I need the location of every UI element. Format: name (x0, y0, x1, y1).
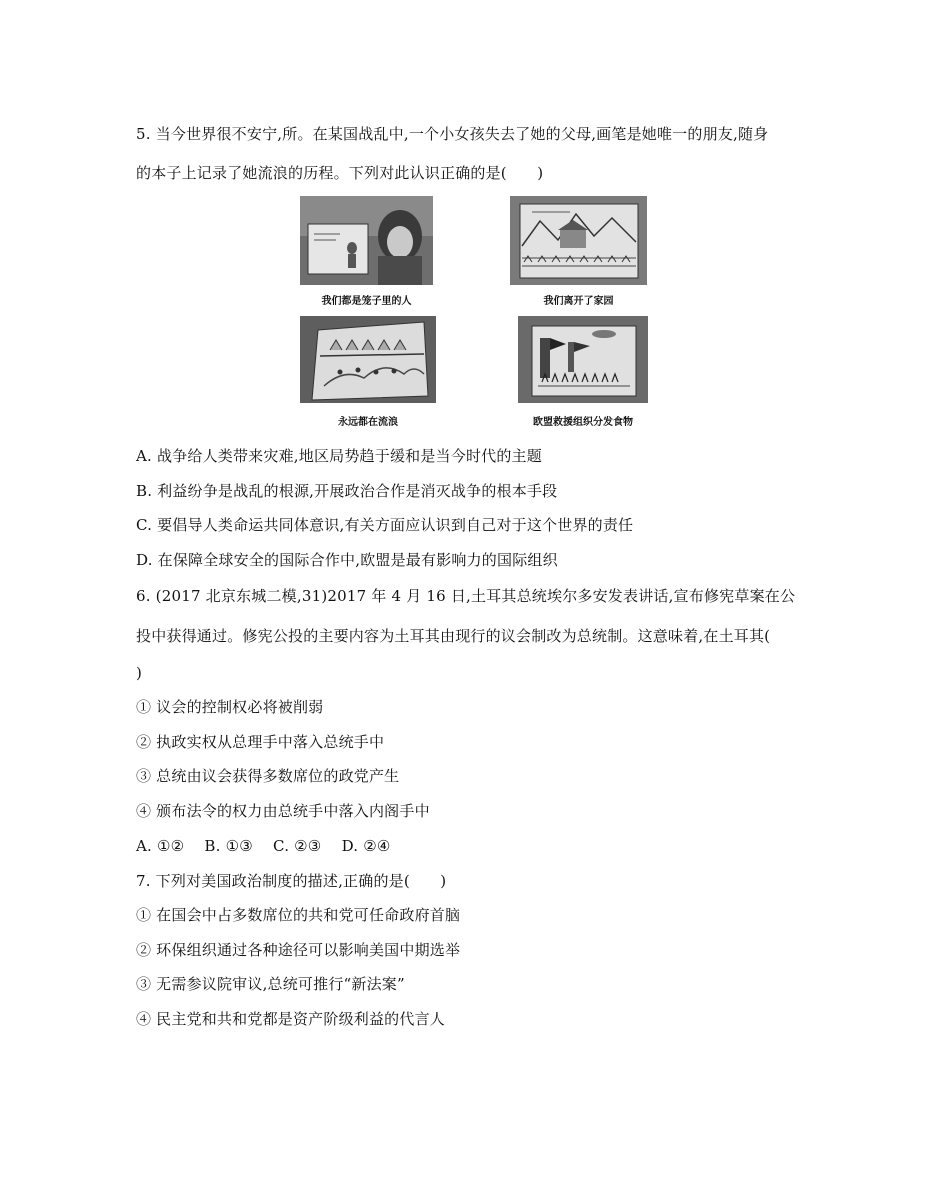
q7-item-2: ② 环保组织通过各种途径可以影响美国中期选举 (136, 941, 461, 959)
q7-item-3: ③ 无需参议院审议,总统可推行“新法案” (136, 975, 405, 993)
q6-item-1: ① 议会的控制权必将被削弱 (136, 698, 324, 716)
q6-item-4: ④ 颁布法令的权力由总统手中落入内阁手中 (136, 802, 430, 820)
q5-option-c: C. 要倡导人类命运共同体意识,有关方面应认识到自己对于这个世界的责任 (136, 516, 634, 534)
q7-stem: 7. 下列对美国政治制度的描述,正确的是( ) (136, 872, 447, 890)
q6-stem-line1: 6. (2017 北京东城二模,31)2017 年 4 月 16 日,土耳其总统埃尔多安发表讲话,宣布修宪草案在公 (136, 587, 796, 605)
q5-stem-line1: 5. 当今世界很不安宁,所。在某国战乱中,一个小女孩失去了她的父母,画笔是她唯一的朋友,随身 (136, 125, 769, 143)
q7-item-4: ④ 民主党和共和党都是资产阶级利益的代言人 (136, 1010, 445, 1028)
drawing-photo-cage (300, 196, 433, 285)
figure-caption: 欧盟救援组织分发食物 (533, 417, 633, 428)
figure-caption: 永远都在流浪 (338, 417, 398, 428)
drawing-photo-home (510, 196, 647, 285)
q6-item-2: ② 执政实权从总理手中落入总统手中 (136, 733, 385, 751)
q5-stem-line2: 的本子上记录了她流浪的历程。下列对此认识正确的是( ) (136, 164, 544, 182)
q5-option-a: A. 战争给人类带来灾难,地区局势趋于缓和是当今时代的主题 (136, 447, 542, 465)
q6-choices: A. ①② B. ①③ C. ②③ D. ②④ (136, 837, 391, 855)
q6-item-3: ③ 总统由议会获得多数席位的政党产生 (136, 767, 400, 785)
q7-item-1: ① 在国会中占多数席位的共和党可任命政府首脑 (136, 906, 461, 924)
drawing-photo-wandering (300, 316, 436, 403)
figure-caption: 我们离开了家园 (543, 296, 614, 307)
q6-stem-line2: 投中获得通过。修宪公投的主要内容为土耳其由现行的议会制改为总统制。这意味着,在土耳其( (136, 627, 771, 645)
q5-option-d: D. 在保障全球安全的国际合作中,欧盟是最有影响力的国际组织 (136, 551, 558, 569)
q6-stem-line3: ) (136, 664, 143, 682)
q5-option-b: B. 利益纷争是战乱的根源,开展政治合作是消灭战争的根本手段 (136, 482, 558, 500)
drawing-photo-aid (518, 316, 648, 403)
figure-caption: 我们都是笼子里的人 (321, 296, 412, 307)
